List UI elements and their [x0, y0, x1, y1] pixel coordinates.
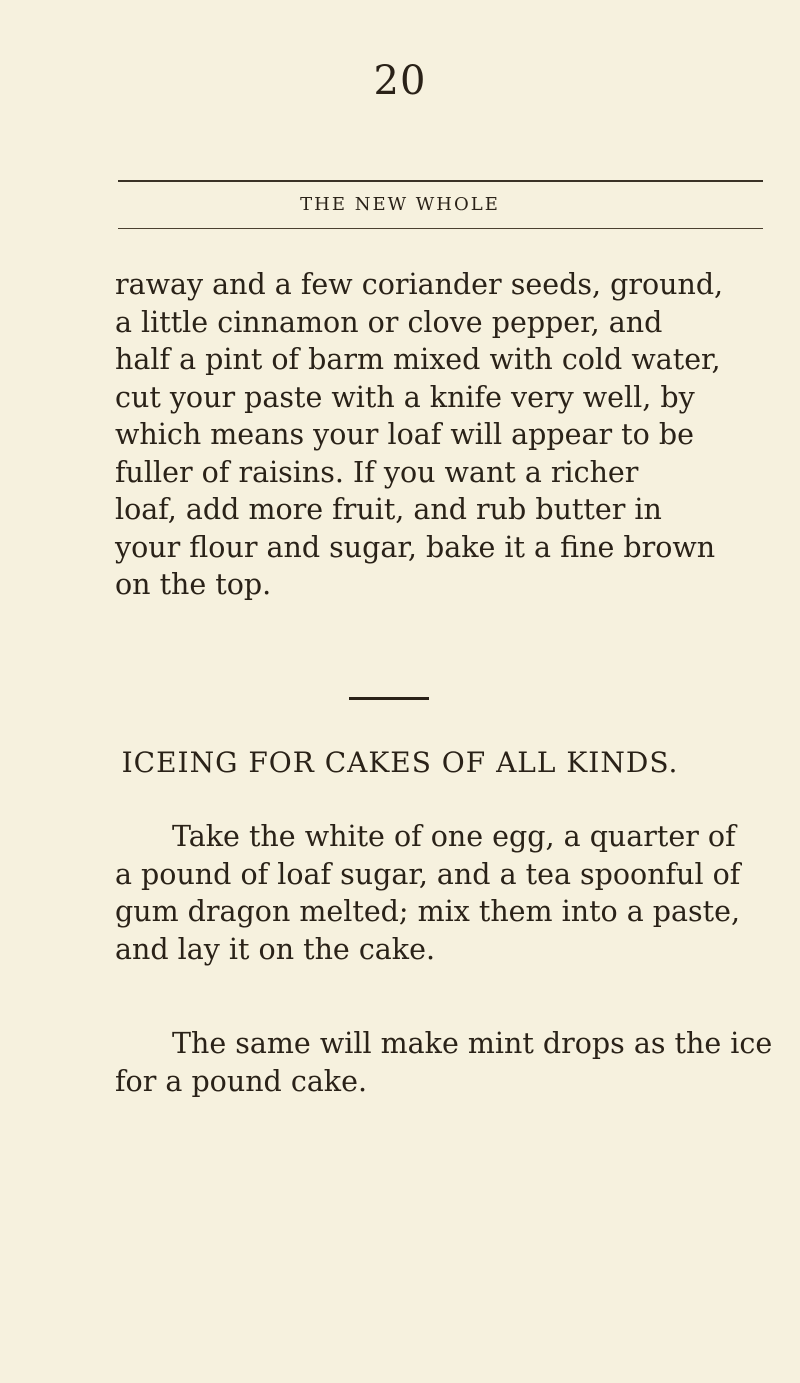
recipe-paragraph: [115, 818, 775, 968]
text-line: on the top.: [115, 568, 272, 601]
text-line: Take the white of one egg, a quarter of: [172, 820, 736, 853]
text-line: The same will make mint drops as the ice: [172, 1027, 773, 1060]
section-heading: ICEING FOR CAKES OF ALL KINDS.: [121, 746, 679, 779]
text-line: half a pint of barm mixed with cold water,: [115, 343, 721, 376]
text-line: raway and a few coriander seeds, ground,: [115, 268, 724, 301]
text-line: which means your loaf will appear to be: [115, 418, 694, 451]
text-line: a little cinnamon or clove pepper, and: [115, 305, 663, 339]
header-rule-bottom: [118, 228, 763, 229]
section-divider: [349, 697, 429, 700]
text-line: cut your paste with a knife very well, by: [115, 380, 695, 414]
text-line: loaf, add more fruit, and rub butter in: [115, 493, 662, 526]
text-line: fuller of raisins. If you want a richer: [115, 455, 639, 489]
paragraph-continued: [115, 266, 775, 604]
text-line: and lay it on the cake.: [115, 932, 435, 966]
text-line: for a pound cake.: [115, 1064, 368, 1098]
text-line: a pound of loaf sugar, and a tea spoonful of: [115, 857, 741, 891]
running-head: THE NEW WHOLE: [300, 194, 500, 215]
note-paragraph: [115, 1025, 775, 1100]
text-line: your flour and sugar, bake it a fine brown: [115, 530, 716, 564]
text-line: gum dragon melted; mix them into a paste,: [115, 895, 741, 928]
header-rule-top: [118, 180, 763, 182]
page-number: 20: [373, 58, 427, 104]
